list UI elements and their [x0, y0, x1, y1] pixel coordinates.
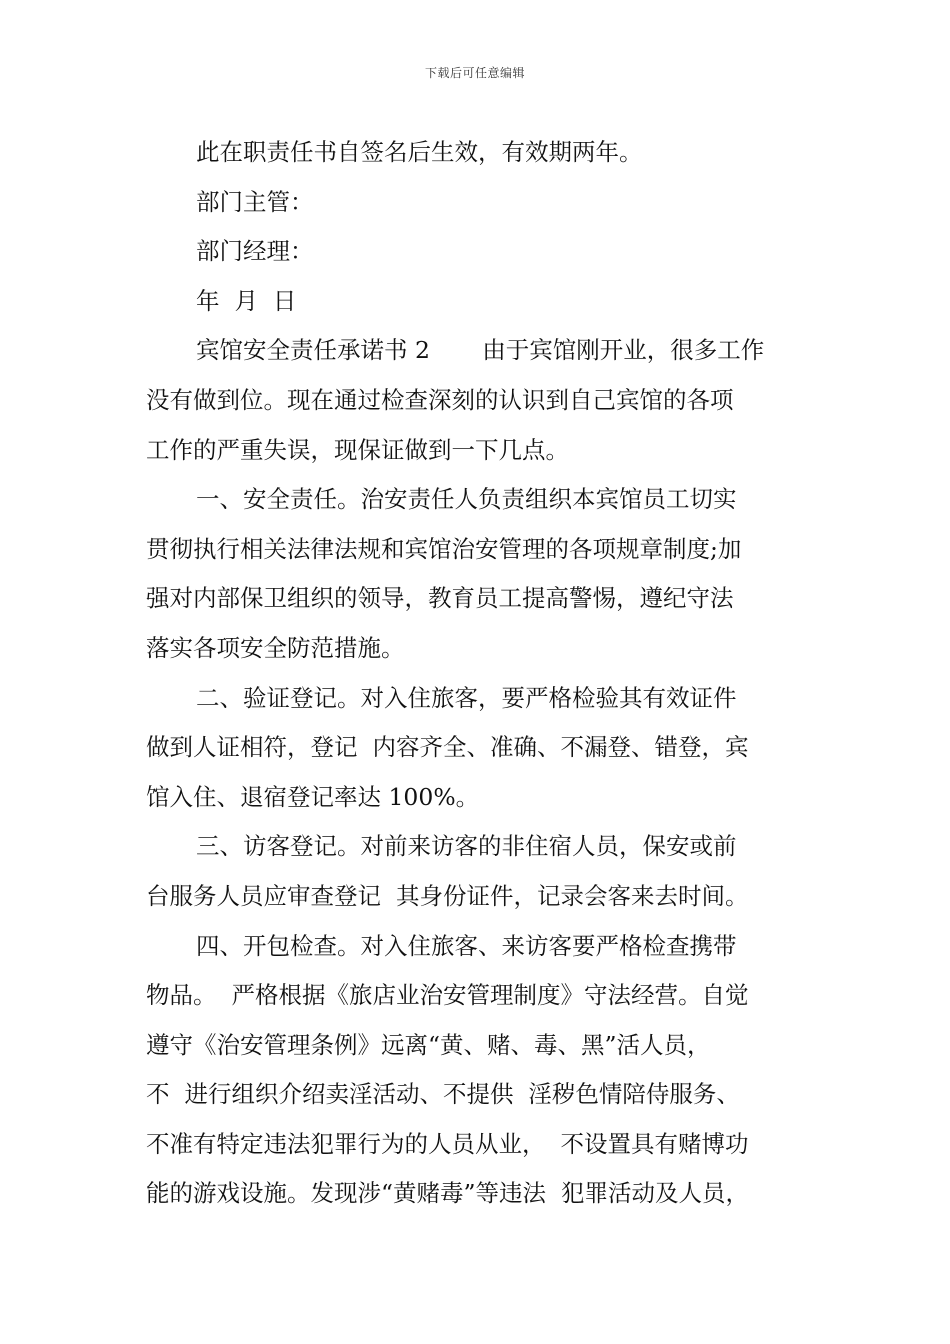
text-line: 台服务人员应审查登记 其身份证件，记录会客来去时间。	[146, 881, 749, 910]
text-line: 二、验证登记。对入住旅客，要严格检验其有效证件	[196, 683, 737, 712]
text-line: 做到人证相符，登记 内容齐全、准确、不漏登、错登，宾	[146, 733, 749, 762]
text-line: 四、开包检查。对入住旅客、来访客要严格检查携带	[196, 931, 737, 960]
text-line: 不 进行组织介绍卖淫活动、不提供 淫秽色情陪侍服务、	[146, 1080, 740, 1109]
text-line: 宾馆安全责任承诺书 2 由于宾馆刚开业，很多工作	[196, 336, 765, 365]
text-line: 不准有特定违法犯罪行为的人员从业， 不设置具有赌博功	[146, 1129, 749, 1158]
text-line: 此在职责任书自签名后生效，有效期两年。	[196, 138, 643, 166]
text-line: 遵守《治安管理条例》远离“黄、赌、毒、黑”活人员，	[146, 1030, 711, 1059]
text-line: 一、安全责任。治安责任人负责组织本宾馆员工切实	[196, 485, 737, 514]
text-line: 贯彻执行相关法律法规和宾馆治安管理的各项规章制度;加	[146, 534, 742, 563]
text-line: 年 月 日	[196, 286, 297, 315]
text-line: 部门经理：	[196, 237, 314, 266]
text-line: 没有做到位。现在通过检查深刻的认识到自己宾馆的各项	[146, 385, 734, 414]
text-line: 工作的严重失误，现保证做到一下几点。	[146, 435, 569, 464]
text-line: 部门主管：	[196, 187, 314, 216]
text-line: 落实各项安全防范措施。	[146, 633, 405, 662]
page-header: 下载后可任意编辑	[424, 66, 525, 80]
text-line: 物品。 严格根据《旅店业治安管理制度》守法经营。自觉	[146, 981, 749, 1010]
text-line: 强对内部保卫组织的领导，教育员工提高警惕，遵纪守法	[146, 584, 734, 613]
document-body	[146, 128, 818, 1219]
text-line: 能的游戏设施。发现涉“黄赌毒”等违法 犯罪活动及人员，	[146, 1179, 749, 1208]
text-line: 馆入住、退宿登记率达 100%。	[146, 782, 480, 811]
text-line: 三、访客登记。对前来访客的非住宿人员，保安或前	[196, 832, 737, 861]
